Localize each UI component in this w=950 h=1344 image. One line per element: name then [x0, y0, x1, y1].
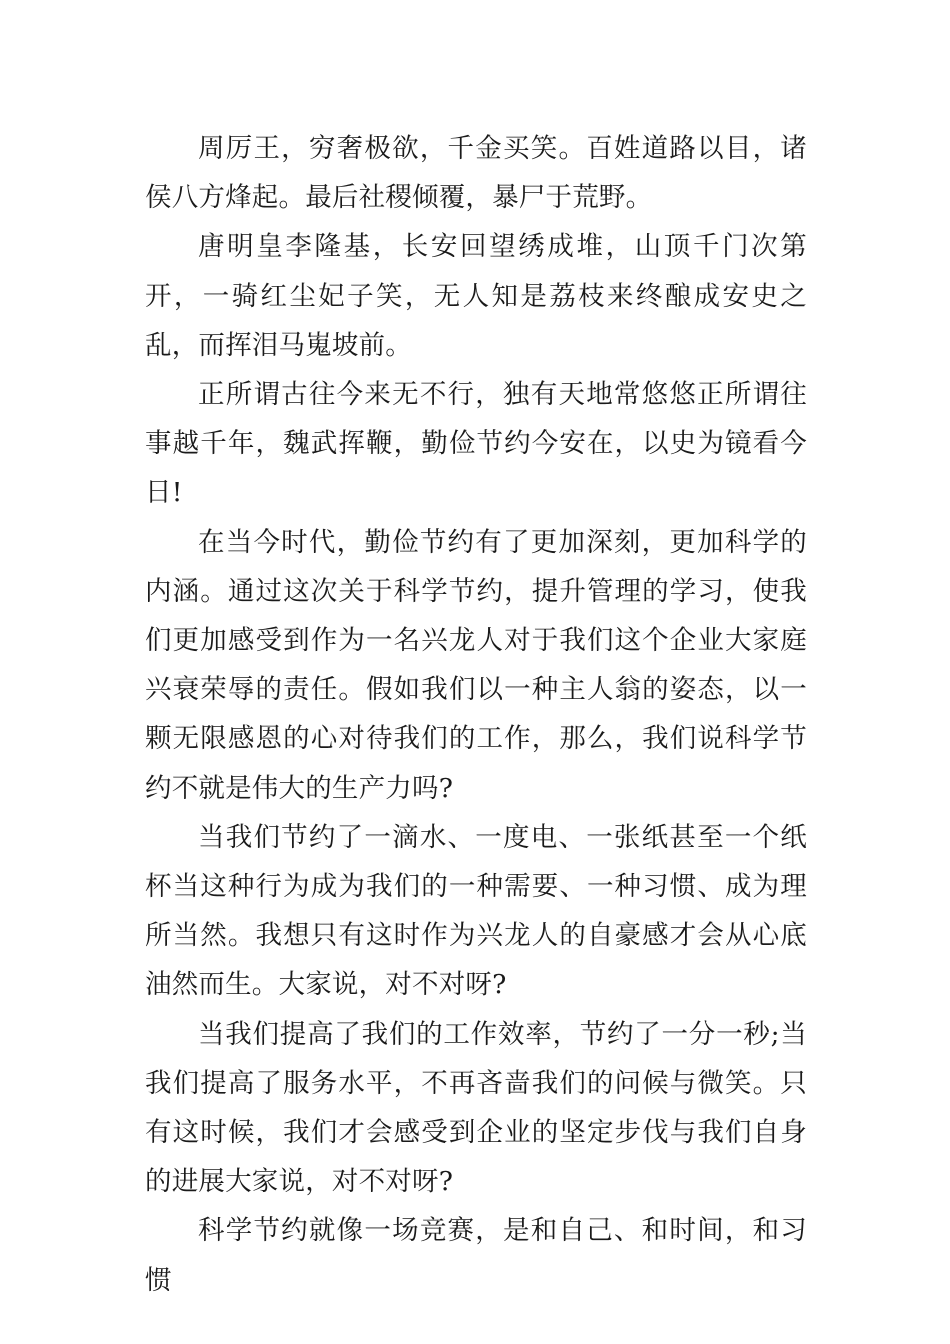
- paragraph-3: 正所谓古往今来无不行，独有天地常悠悠正所谓往事越千年，魏武挥鞭，勤俭节约今安在，以史为镜看今日!: [145, 379, 807, 509]
- paragraph-6: 当我们提高了我们的工作效率，节约了一分一秒;当我们提高了服务水平，不再吝啬我们的问候与微笑。只有这时候，我们才会感受到企业的坚定步伐与我们自身的进展大家说，对不对呀?: [145, 1018, 807, 1198]
- paragraph-5: 当我们节约了一滴水、一度电、一张纸甚至一个纸杯当这种行为成为我们的一种需要、一种习惯、成为理所当然。我想只有这时作为兴龙人的自豪感才会从心底油然而生。大家说，对不对呀?: [145, 821, 807, 1001]
- paragraph-7: 科学节约就像一场竞赛，是和自己、和时间，和习惯: [145, 1215, 807, 1296]
- paragraph-1: 周厉王，穷奢极欲，千金买笑。百姓道路以目，诸侯八方烽起。最后社稷倾覆，暴尸于荒野。: [145, 133, 807, 214]
- document-body: [145, 124, 807, 1305]
- paragraph-4: 在当今时代，勤俭节约有了更加深刻，更加科学的内涵。通过这次关于科学节约，提升管理的学习，使我们更加感受到作为一名兴龙人对于我们这个企业大家庭兴衰荣辱的责任。假如我们以一种主人翁的姿态，以一颗无限感恩的心对待我们的工作，那么，我们说科学节约不就是伟大的生产力吗?: [145, 526, 807, 804]
- paragraph-2: 唐明皇李隆基，长安回望绣成堆，山顶千门次第开，一骑红尘妃子笑，无人知是荔枝来终酿成安史之乱，而挥泪马嵬坡前。: [145, 231, 807, 361]
